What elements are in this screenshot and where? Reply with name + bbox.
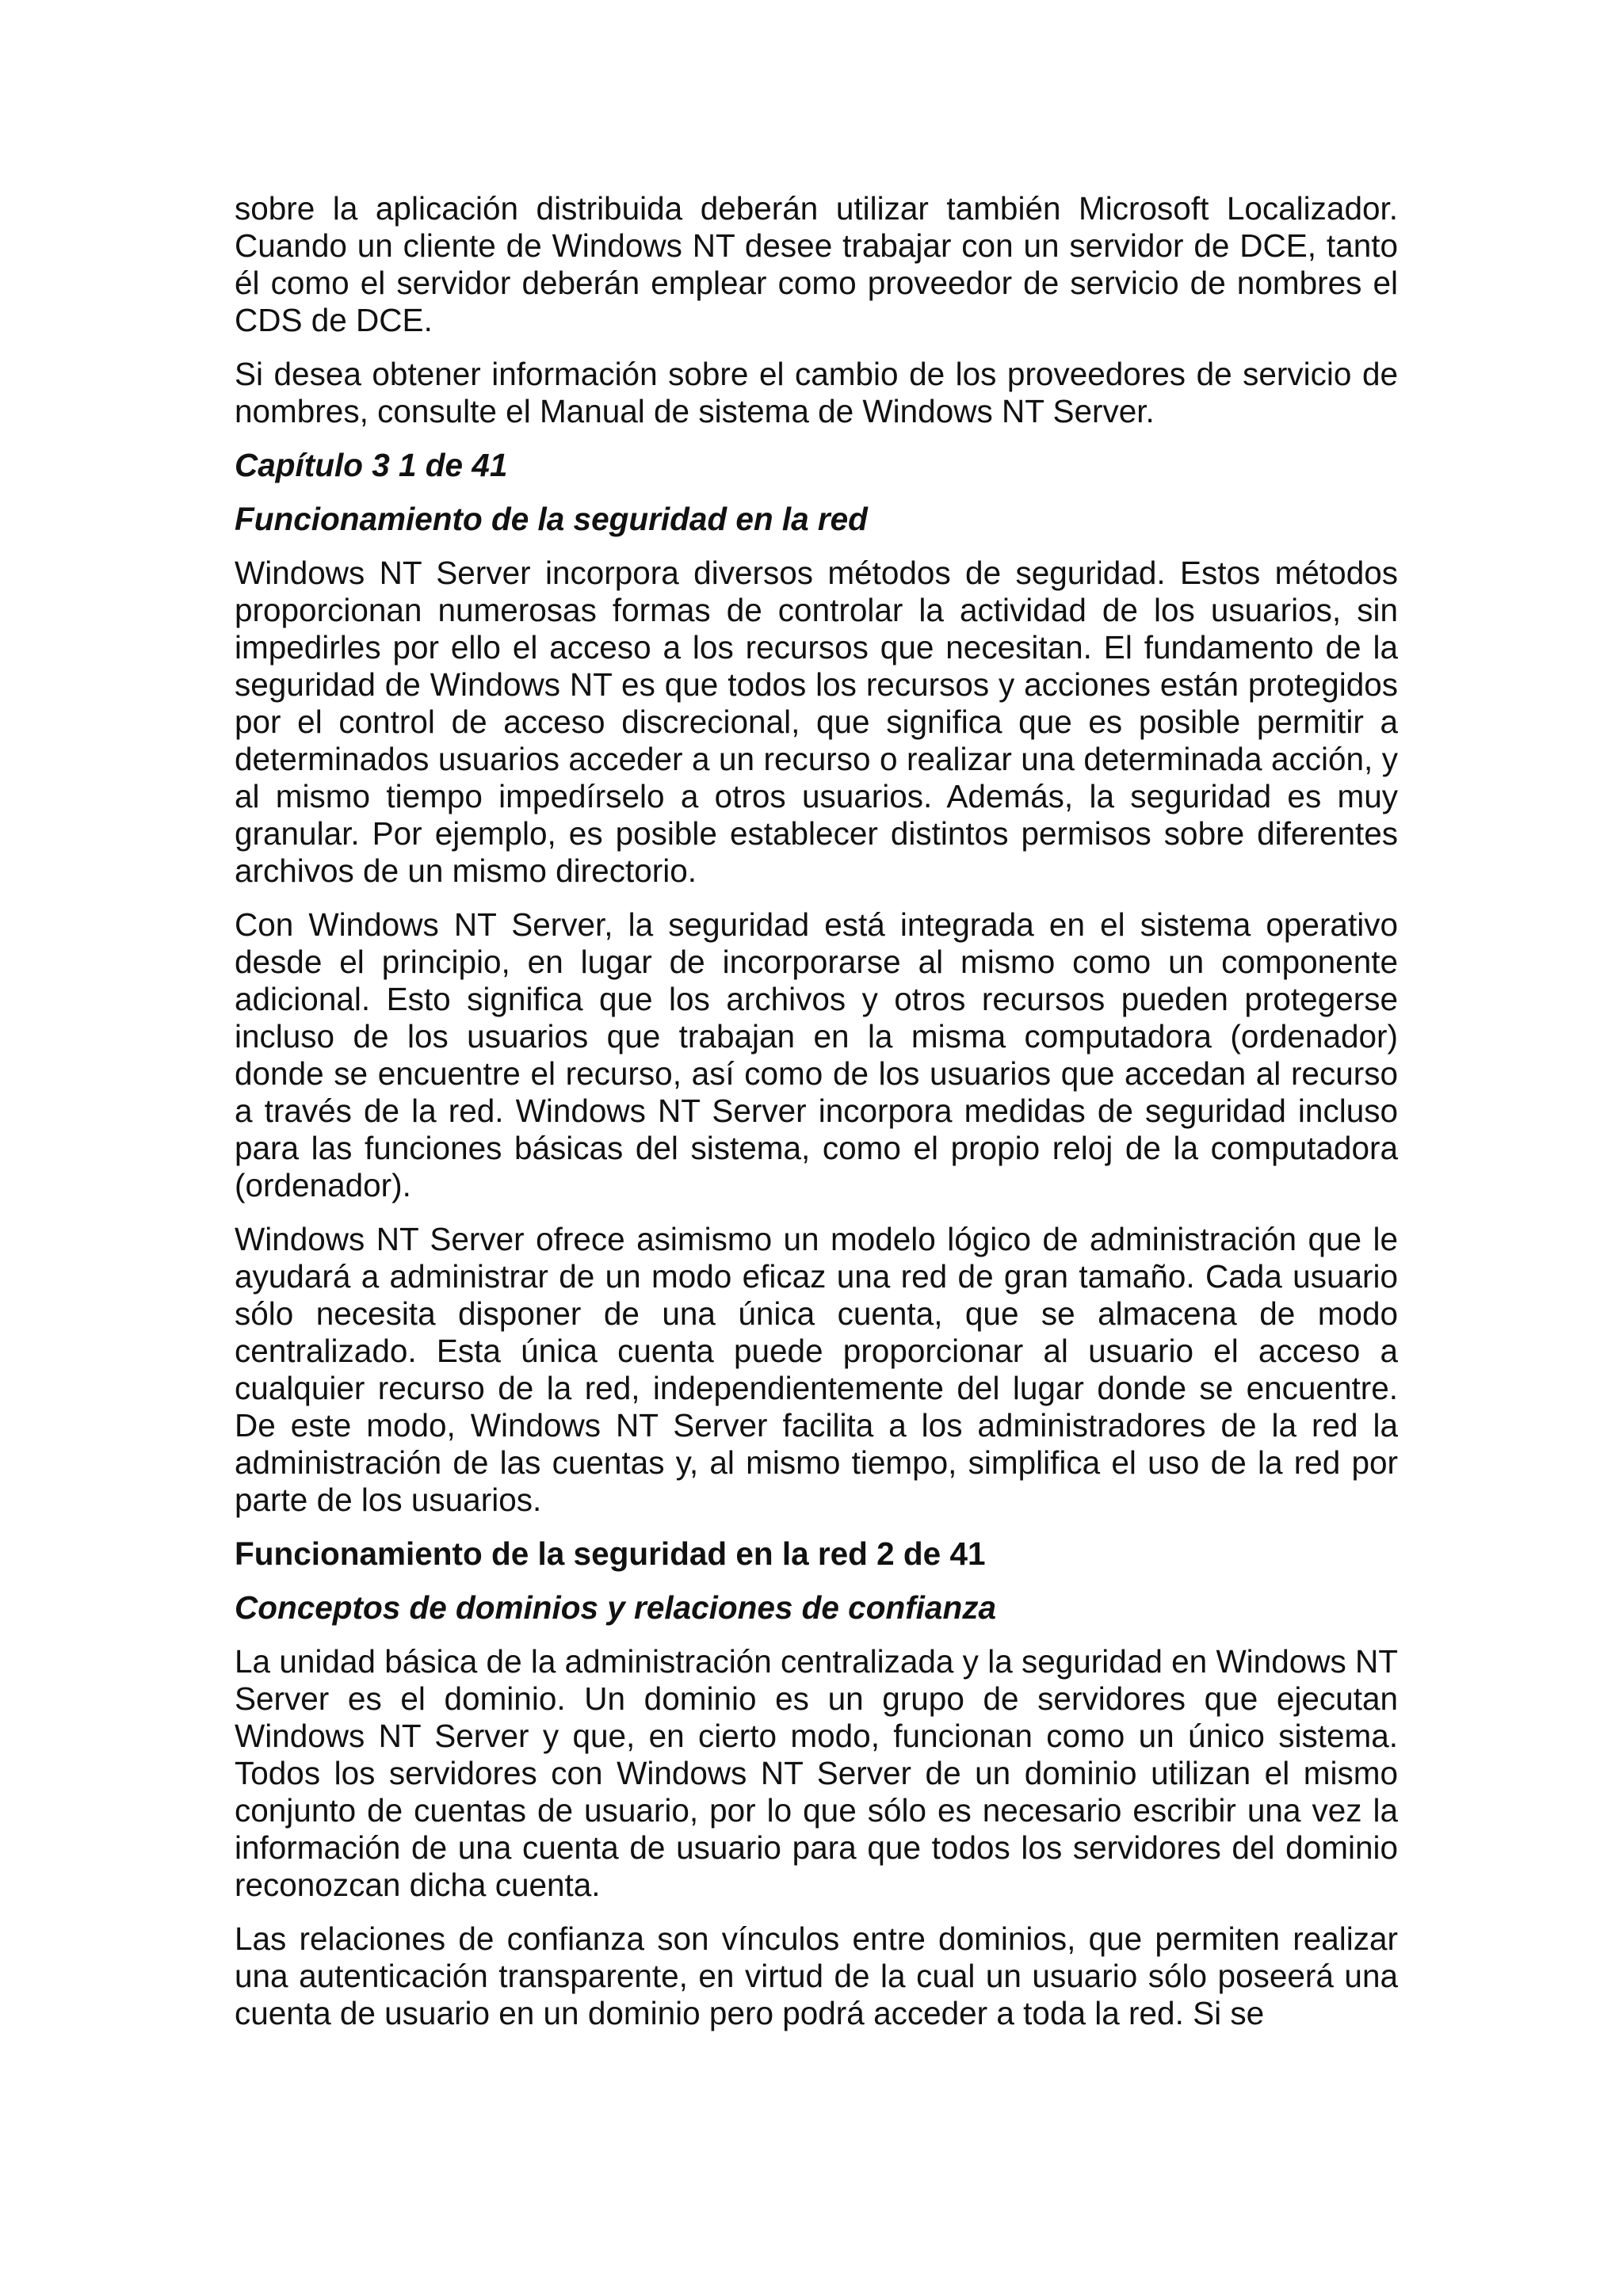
section-page-label: Funcionamiento de la seguridad en la red 2 de 41 (235, 1535, 986, 1572)
paragraph-integrated-security: Con Windows NT Server, la seguridad está integrada en el sistema operativo desde el principio, en lugar de incorporarse al mismo como un componente adicional. Esto significa que los archivos y otros recursos pueden protegerse incluso de los usuarios que trabajan en la misma computadora (ordenador) donde se encuentre el recurso, así como de los usuarios que accedan al recurso a través de la red. Windows NT Server incorpora medidas de seguridad incluso para las funciones básicas del sistema, como el propio reloj de la computadora (ordenador). (235, 906, 1398, 1203)
document-page (235, 190, 1398, 2049)
paragraph-domain-unit: La unidad básica de la administración centralizada y la seguridad en Windows NT Server es el dominio. Un dominio es un grupo de servidores que ejecutan Windows NT Server y que, en cierto modo, funcionan como un único sistema. Todos los servidores con Windows NT Server de un dominio utilizan el mismo conjunto de cuentas de usuario, por lo que sólo es necesario escribir una vez la información de una cuenta de usuario para que todos los servidores del dominio reconozcan dicha cuenta. (235, 1643, 1398, 1903)
paragraph-admin-model: Windows NT Server ofrece asimismo un modelo lógico de administración que le ayudará a administrar de un modo eficaz una red de gran tamaño. Cada usuario sólo necesita disponer de una única cuenta, que se almacena de modo centralizado. Esta única cuenta puede proporcionar al usuario el acceso a cualquier recurso de la red, independientemente del lugar donde se encuentre. De este modo, Windows NT Server facilita a los administradores de la red la administración de las cuentas y, al mismo tiempo, simplifica el uso de la red por parte de los usuarios. (235, 1221, 1398, 1518)
paragraph-trust-relationships: Las relaciones de confianza son vínculos entre dominios, que permiten realizar una autenticación transparente, en virtud de la cual un usuario sólo poseerá una cuenta de usuario en un dominio pero podrá acceder a toda la red. Si se (235, 1920, 1398, 2031)
paragraph-dce-locator: sobre la aplicación distribuida deberán utilizar también Microsoft Localizador. Cuando un cliente de Windows NT desee trabajar con un servidor de DCE, tanto él como el servidor deberán emplear como proveedor de servicio de nombres el CDS de DCE. (235, 190, 1398, 338)
section-title-network-security: Funcionamiento de la seguridad en la red (235, 501, 868, 537)
paragraph-name-service-info: Si desea obtener información sobre el cambio de los proveedores de servicio de nombres, consulte el Manual de sistema de Windows NT Server. (235, 356, 1398, 429)
section-title-domains-trusts: Conceptos de dominios y relaciones de confianza (235, 1589, 996, 1626)
chapter-label: Capítulo 3 1 de 41 (235, 447, 508, 483)
paragraph-security-methods: Windows NT Server incorpora diversos métodos de seguridad. Estos métodos proporcionan numerosas formas de controlar la actividad de los usuarios, sin impedirles por ello el acceso a los recursos que necesitan. El fundamento de la seguridad de Windows NT es que todos los recursos y acciones están protegidos por el control de acceso discrecional, que significa que es posible permitir a determinados usuarios acceder a un recurso o realizar una determinada acción, y al mismo tiempo impedírselo a otros usuarios. Además, la seguridad es muy granular. Por ejemplo, es posible establecer distintos permisos sobre diferentes archivos de un mismo directorio. (235, 555, 1398, 889)
